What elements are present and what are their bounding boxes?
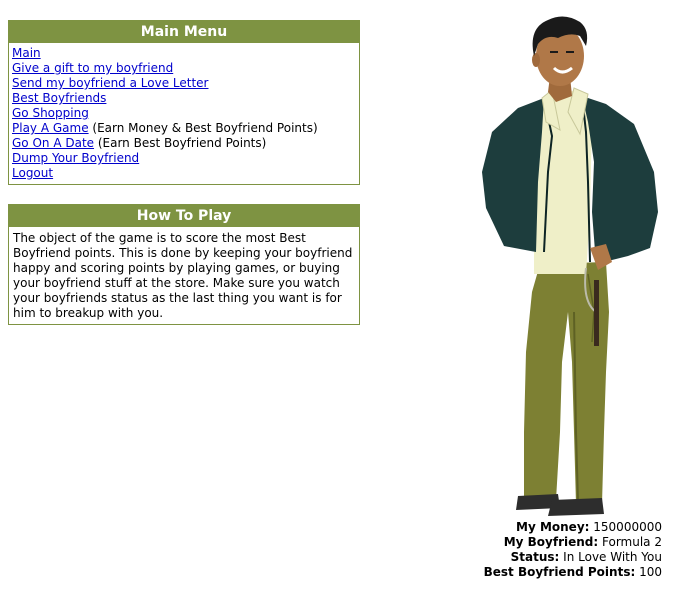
menu-link-go-shopping[interactable]: Go Shopping (12, 106, 89, 120)
menu-link-main[interactable]: Main (12, 46, 41, 60)
stat-points-label: Best Boyfriend Points: (483, 565, 636, 579)
stat-boyfriend-label: My Boyfriend: (503, 535, 599, 549)
stat-money (470, 520, 662, 535)
menu-link-love-letter[interactable]: Send my boyfriend a Love Letter (12, 76, 209, 90)
boyfriend-avatar (478, 12, 668, 520)
how-to-play-panel (8, 204, 360, 325)
menu-row-go-shopping (12, 106, 356, 121)
stat-status-label: Status: (510, 550, 560, 564)
menu-link-best-boyfriends[interactable]: Best Boyfriends (12, 91, 107, 105)
menu-link-logout[interactable]: Logout (12, 166, 54, 180)
stat-status (470, 550, 662, 565)
stat-status-value: In Love With You (563, 550, 662, 564)
avatar-jacket (482, 98, 544, 252)
menu-row-best-boyfriends (12, 91, 356, 106)
stat-points (470, 565, 662, 580)
menu-link-give-gift[interactable]: Give a gift to my boyfriend (12, 61, 174, 75)
menu-note-go-on-date: (Earn Best Boyfriend Points) (94, 136, 267, 150)
stat-money-value: 150000000 (593, 520, 662, 534)
menu-row-give-gift (12, 61, 356, 76)
how-to-play-title: How To Play (9, 205, 359, 227)
menu-row-love-letter (12, 76, 356, 91)
boyfriend-stats (470, 520, 662, 580)
how-to-play-text: The object of the game is to score the most Best Boyfriend points. This is done by keeping your boyfriend happy and scoring points by playing games, or buying your boyfriend stuff at the store. Make sure you watch your boyfriends status as the last thing you want is for him to breakup with you. (13, 231, 353, 320)
menu-link-play-game[interactable]: Play A Game (12, 121, 89, 135)
menu-row-main (12, 46, 356, 61)
menu-link-dump-boyfriend[interactable]: Dump Your Boyfriend (12, 151, 140, 165)
stat-boyfriend (470, 535, 662, 550)
menu-row-play-game (12, 121, 356, 136)
menu-note-play-game: (Earn Money & Best Boyfriend Points) (88, 121, 318, 135)
stat-points-value: 100 (639, 565, 662, 579)
menu-link-go-on-date[interactable]: Go On A Date (12, 136, 95, 150)
main-menu-list (9, 43, 359, 184)
main-menu-title: Main Menu (9, 21, 359, 43)
menu-row-dump-boyfriend (12, 151, 356, 166)
menu-row-logout (12, 166, 356, 181)
avatar-shoe-right (548, 498, 604, 516)
stat-money-label: My Money: (516, 520, 590, 534)
stat-boyfriend-value: Formula 2 (602, 535, 662, 549)
main-menu-panel (8, 20, 360, 185)
menu-row-go-on-date (12, 136, 356, 151)
